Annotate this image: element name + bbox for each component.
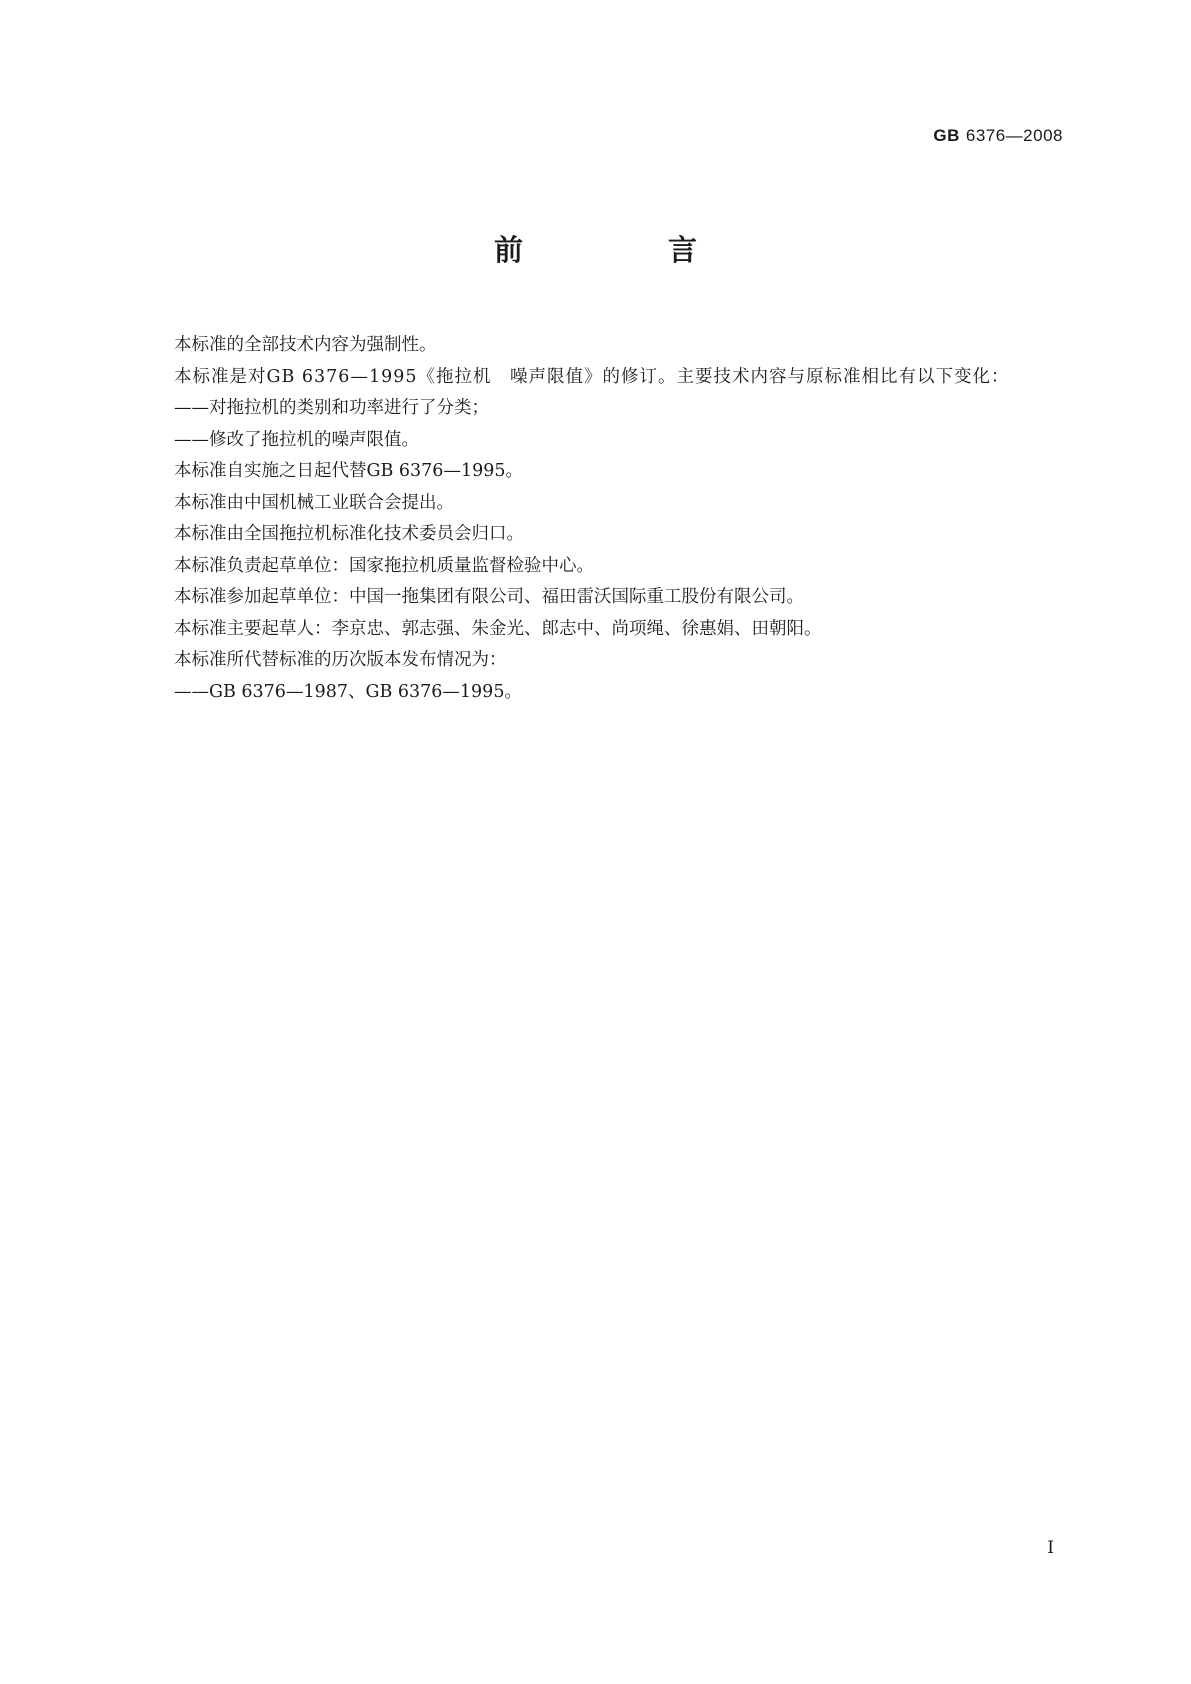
paragraph-centralized-by: 本标准由全国拖拉机标准化技术委员会归口。 [174,524,524,544]
paragraph-participating-units: 本标准参加起草单位：中国一拖集团有限公司、福田雷沃国际重工股份有限公司。 [174,587,804,607]
paragraph-drafting-unit: 本标准负责起草单位：国家拖拉机质量监督检验中心。 [174,555,594,576]
paragraph-revision: 本标准是对GB 6376—1995《拖拉机 噪声限值》的修订。主要技术内容与原标准相比有以下变化： [174,366,1010,387]
page-title: 前 言 [493,233,755,267]
page-number: I [1047,1538,1054,1558]
list-item-classification: ——对拖拉机的类别和功率进行了分类； [174,398,489,418]
list-item-previous-editions: ——GB 6376—1987、GB 6376—1995。 [174,681,522,702]
standard-code-number: 6376—2008 [965,126,1063,145]
standard-code-header [933,126,1063,146]
paragraph-proposed-by: 本标准由中国机械工业联合会提出。 [174,492,454,513]
paragraph-main-drafters: 本标准主要起草人：李京忠、郭志强、朱金光、郎志中、尚项绳、徐惠娟、田朝阳。 [174,618,822,639]
paragraph-previous-editions: 本标准所代替标准的历次版本发布情况为： [174,650,507,670]
list-item-noise-limits: ——修改了拖拉机的噪声限值。 [174,429,419,450]
standard-code-prefix: GB [933,126,960,145]
paragraph-replaces: 本标准自实施之日起代替GB 6376—1995。 [174,461,523,481]
paragraph-mandatory: 本标准的全部技术内容为强制性。 [174,335,437,355]
foreword-body [134,330,1064,708]
